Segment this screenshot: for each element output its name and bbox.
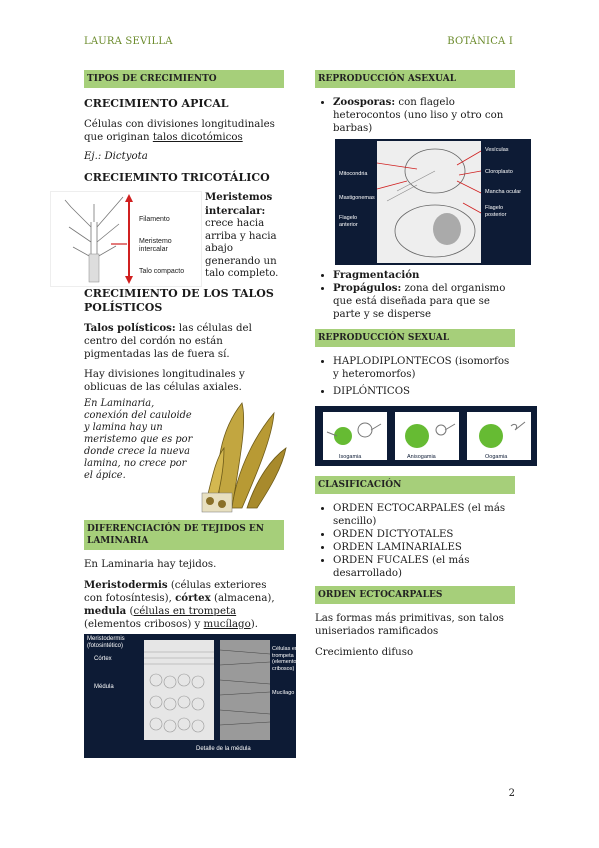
clasificacion-list: [315, 502, 515, 580]
fig-label-aniso: Anisogamia: [407, 454, 436, 460]
polis-text-2: Hay divisiones longitudinales y oblicuas de las células axiales.: [84, 369, 245, 393]
fig-label-celulas: Células en trompeta (elementos cribosos): [272, 646, 300, 672]
trico-title: CRECIEMINTO TRICOTÁLICO: [84, 171, 270, 184]
laminaria-text: En Laminaria, conexión del cauloide y lamina hay un meristemo que es por donde crece la nueva lamina, no crece por el ápice.: [84, 398, 193, 481]
asexual-list-1: [315, 96, 515, 135]
header-author: LAURA SEVILLA: [84, 36, 173, 47]
oogamia-panel: [467, 412, 531, 460]
fig-label-meristemo: Meristemo intercalar: [139, 238, 172, 253]
list-item-clas-4: • ORDEN FUCALES (el más desarrollado): [333, 554, 515, 580]
tejidos-text: En Laminaria hay tejidos.: [84, 559, 217, 570]
ecto-text: Las formas más primitivas, son talos uniseriados ramificados: [315, 613, 504, 637]
asexual-list-2: [315, 269, 515, 321]
fig-label-vesic: Vesículas: [485, 147, 509, 153]
apical-title: CRECIMIENTO APICAL: [84, 97, 229, 110]
list-item-sexual-2: • DIPLÓNTICOS: [333, 385, 515, 398]
fig-label-mancha: Mancha ocular: [485, 189, 522, 195]
laminaria-tissue-figure: [84, 634, 300, 758]
laminaria-block: [84, 398, 284, 516]
sexual-list: [315, 355, 515, 398]
fig-label-iso: Isogamia: [339, 454, 362, 460]
list-item-propagulos: • Propágulos: zona del organismo que está diseñada para que se parte y se disperse: [333, 282, 515, 321]
tejidos-detail: Meristodermis (células exteriores con fotosíntesis), córtex (almacena), medula (células en trompeta (elementos cribosos) y mucílago).: [84, 579, 275, 630]
apical-example: Ej.: Dictyota: [84, 151, 148, 162]
list-item-clas-3: • ORDEN LAMINARIALES: [333, 541, 515, 554]
isogamia-panel: [323, 412, 387, 460]
fig-label-filamento: Filamento: [139, 216, 170, 223]
trico-figure: [50, 191, 202, 287]
list-item-zoosporas: • Zoosporas: con flagelo heterocontos (uno liso y otro con barbas): [333, 96, 515, 135]
apical-text: Células con divisiones longitudinales que originan talos dicotómicos: [84, 119, 275, 143]
fig-label-flag-ant: Flagelo anterior: [339, 215, 358, 228]
fig-label-medula: Médula: [94, 684, 114, 690]
list-item-clas-2: • ORDEN DICTYOTALES: [333, 528, 515, 541]
fig-label-oo: Oogamia: [485, 454, 508, 460]
fig-label-cortex: Córtex: [94, 656, 112, 662]
tissue-panel-right: [220, 640, 270, 740]
section-band-clasificacion: CLASIFICACIÓN: [315, 476, 515, 494]
laminaria-figure: [202, 398, 288, 512]
zoospore-figure: [335, 139, 531, 265]
fig-label-mucilago: Mucílago: [272, 690, 295, 696]
anisogamia-panel: [395, 412, 459, 460]
list-item-sexual-1: • HAPLODIPLONTECOS (isomorfos y heteromorfos): [333, 355, 515, 381]
ecto-text-2: Crecimiento difuso: [315, 647, 414, 658]
fig-label-cloro: Cloroplasto: [485, 169, 513, 175]
zoospore-drawing-bg: [377, 141, 481, 263]
list-item-clas-1: • ORDEN ECTOCARPALES (el más sencillo): [333, 502, 515, 528]
fig-label-masti: Mastigonemas: [339, 195, 375, 201]
left-column: [84, 70, 300, 758]
fig-label-meristodermis: Meristodermis (fotosintético): [87, 636, 125, 649]
list-item-fragmentacion: • Fragmentación: [333, 269, 515, 282]
section-band-asexual: REPRODUCCIÓN ASEXUAL: [315, 70, 515, 88]
fig-label-mito: Mitocondria: [339, 171, 368, 177]
fig-label-talo: Talo compacto: [139, 268, 185, 275]
section-band-differentiation: DIFERENCIACIÓN DE TEJIDOS EN LAMINARIA: [84, 520, 284, 550]
tissue-panel-left: [144, 640, 214, 740]
fig-label-detalle: Detalle de la médula: [196, 746, 251, 752]
section-band-ectocarpales: ORDEN ECTOCARPALES: [315, 586, 515, 604]
section-band-sexual: REPRODUCCIÓN SEXUAL: [315, 329, 515, 347]
fig-label-flag-post: Flagelo posterior: [485, 205, 507, 218]
trico-side-text: Meristemos intercalar: crece hacia arriba y hacia abajo generando un talo completo.: [205, 191, 279, 279]
polis-title: CRECIMIENTO DE LOS TALOS POLÍSTICOS: [84, 287, 274, 314]
gametes-figure: [315, 406, 537, 466]
trico-block: [84, 189, 284, 289]
section-band-growth-types: TIPOS DE CRECIMIENTO: [84, 70, 284, 88]
polis-text: Talos polísticos: las células del centro del cordón no están pigmentadas las de fuera sí.: [84, 322, 252, 360]
right-column: [315, 70, 522, 659]
header-subject: BOTÁNICA I: [447, 36, 513, 47]
page-number: 2: [508, 788, 515, 799]
